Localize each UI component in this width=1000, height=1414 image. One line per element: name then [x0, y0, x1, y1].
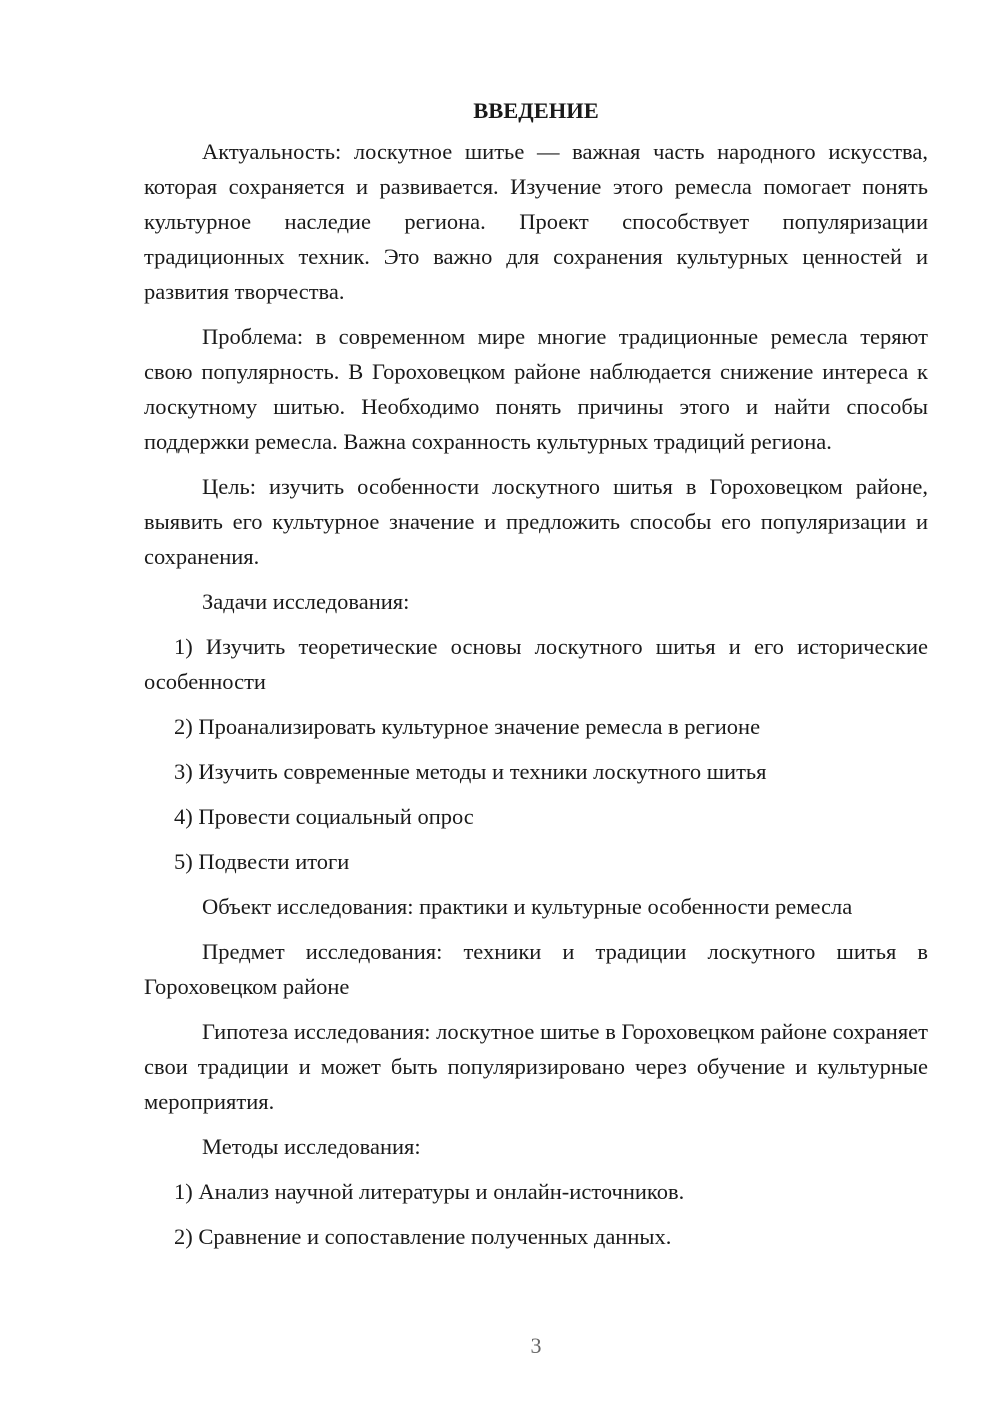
task-item-3: 3) Изучить современные методы и техники лоскутного шитья: [174, 759, 767, 784]
method-item-2: 2) Сравнение и сопоставление полученных данных.: [174, 1224, 672, 1249]
method-item-1: 1) Анализ научной литературы и онлайн-источников.: [174, 1179, 685, 1204]
object-paragraph: Объект исследования: практики и культурные особенности ремесла: [202, 894, 853, 919]
task-item-1: 1) Изучить теоретические основы лоскутного шитья и его исторические особенности: [144, 634, 928, 694]
hypothesis-paragraph: Гипотеза исследования: лоскутное шитье в Гороховецком районе сохраняет свои традиции и может быть популяризировано через обучение и культурные мероприятия.: [144, 1019, 928, 1114]
methods-heading: Методы исследования:: [202, 1134, 421, 1159]
task-item-5: 5) Подвести итоги: [174, 849, 350, 874]
relevance-paragraph: Актуальность: лоскутное шитье — важная часть народного искусства, которая сохраняется и развивается. Изучение этого ремесла помогает понять культурное наследие региона. Проект способствует популяризации традиционных техник. Это важно для сохранения культурных ценностей и развития творчества.: [144, 139, 928, 304]
problem-paragraph: Проблема: в современном мире многие традиционные ремесла теряют свою популярность. В Гороховецком районе наблюдается снижение интереса к лоскутному шитью. Необходимо понять причины этого и найти способы поддержки ремесла. Важна сохранность культурных традиций региона.: [144, 324, 928, 454]
page-number: 3: [530, 1333, 542, 1358]
task-item-2: 2) Проанализировать культурное значение ремесла в регионе: [174, 714, 761, 739]
subject-paragraph: Предмет исследования: техники и традиции лоскутного шитья в Гороховецком районе: [144, 939, 928, 999]
document-body: [144, 96, 928, 1264]
section-title: ВВЕДЕНИЕ: [473, 98, 599, 123]
goal-paragraph: Цель: изучить особенности лоскутного шитья в Гороховецком районе, выявить его культурное значение и предложить способы его популяризации и сохранения.: [144, 474, 928, 569]
task-item-4: 4) Провести социальный опрос: [174, 804, 474, 829]
tasks-heading: Задачи исследования:: [202, 589, 410, 614]
